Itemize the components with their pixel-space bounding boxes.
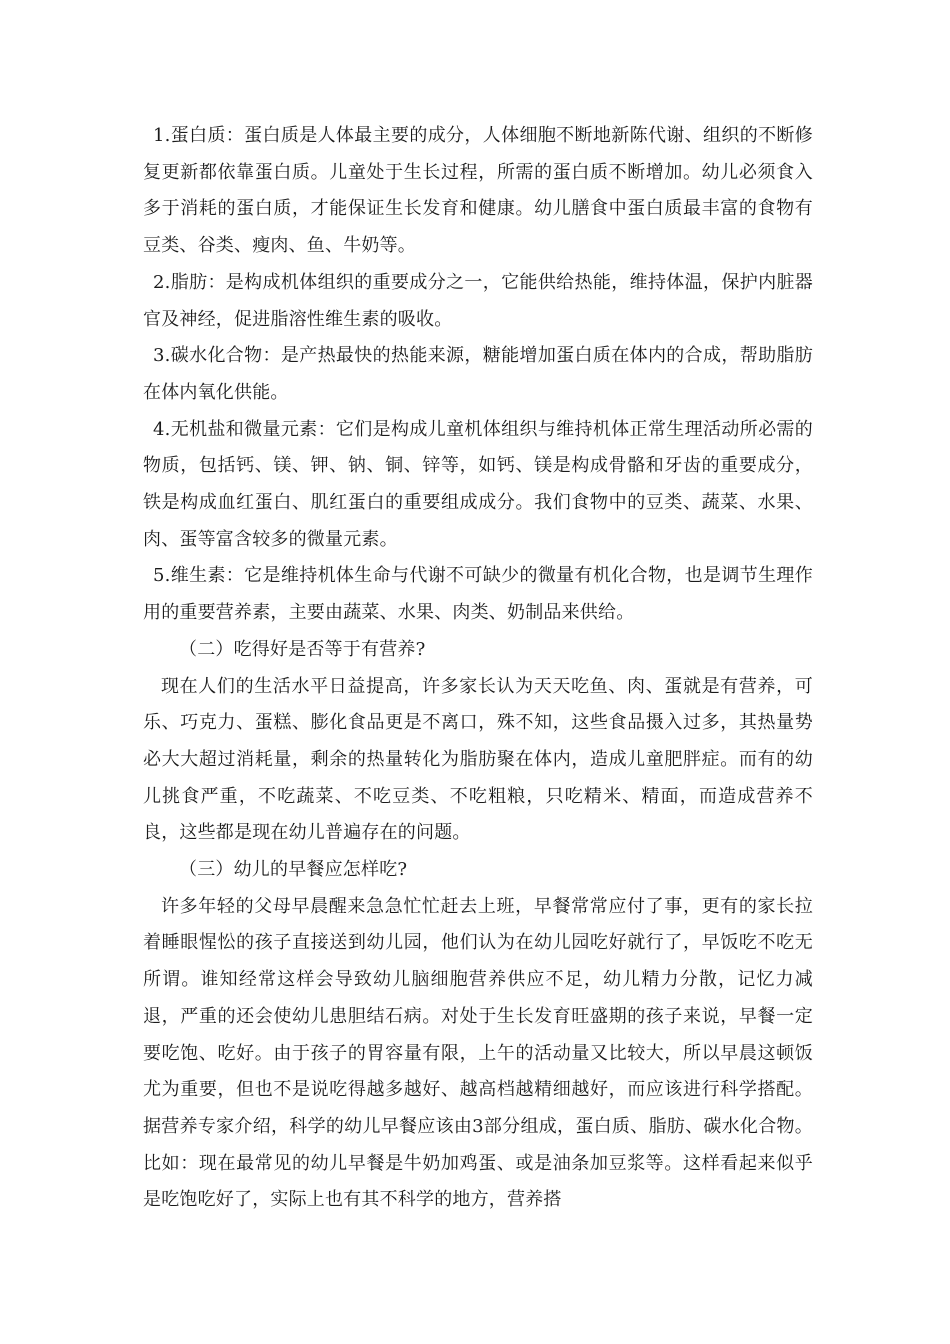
list-item-protein: 1.蛋白质：蛋白质是人体最主要的成分，人体细胞不断地新陈代谢、组织的不断修复更新都依靠蛋白质。儿童处于生长过程，所需的蛋白质不断增加。幼儿必须食入多于消耗的蛋白质，才能保证生长发育和健康。幼儿膳食中蛋白质最丰富的食物有豆类、谷类、瘦肉、鱼、牛奶等。 — [143, 125, 813, 257]
list-item-minerals: 4.无机盐和微量元素：它们是构成儿童机体组织与维持机体正常生理活动所必需的物质，包括钙、镁、钾、钠、铜、锌等，如钙、镁是构成骨骼和牙齿的重要成分，铁是构成血红蛋白、肌红蛋白的重要组成成分。我们食物中的豆类、蔬菜、水果、肉、蛋等富含较多的微量元素。 — [143, 418, 813, 550]
document-body — [143, 118, 813, 1219]
list-item-vitamins: 5.维生素：它是维持机体生命与代谢不可缺少的微量有机化合物，也是调节生理作用的重要营养素，主要由蔬菜、水果、肉类、奶制品来供给。 — [143, 565, 813, 624]
section-heading-nutrition: （二）吃得好是否等于有营养? — [179, 638, 426, 660]
paragraph-breakfast: 许多年轻的父母早晨醒来急急忙忙赶去上班，早餐常常应付了事，更有的家长拉着睡眼惺忪的孩子直接送到幼儿园，他们认为在幼儿园吃好就行了，早饭吃不吃无所谓。谁知经常这样会导致幼儿脑细胞营养供应不足，幼儿精力分散，记忆力减退，严重的还会使幼儿患胆结石病。对处于生长发育旺盛期的孩子来说，早餐一定要吃饱、吃好。由于孩子的胃容量有限，上午的活动量又比较大，所以早晨这顿饭尤为重要，但也不是说吃得越多越好、越高档越精细越好，而应该进行科学搭配。据营养专家介绍，科学的幼儿早餐应该由3部分组成，蛋白质、脂肪、碳水化合物。比如：现在最常见的幼儿早餐是牛奶加鸡蛋、或是油条加豆浆等。这样看起来似乎是吃饱吃好了，实际上也有其不科学的地方，营养搭 — [143, 895, 813, 1211]
list-item-fat: 2.脂肪：是构成机体组织的重要成分之一，它能供给热能，维持体温，保护内脏器官及神经，促进脂溶性维生素的吸收。 — [143, 271, 813, 330]
list-item-carbohydrate: 3.碳水化合物：是产热最快的热能来源，糖能增加蛋白质在体内的合成，帮助脂肪在体内氧化供能。 — [143, 345, 813, 403]
paragraph-nutrition: 现在人们的生活水平日益提高，许多家长认为天天吃鱼、肉、蛋就是有营养，可乐、巧克力、蛋糕、膨化食品更是不离口，殊不知，这些食品摄入过多，其热量势必大大超过消耗量，剩余的热量转化为脂肪聚在体内，造成儿童肥胖症。而有的幼儿挑食严重，不吃蔬菜、不吃豆类、不吃粗粮，只吃精米、精面，而造成营养不良，这些都是现在幼儿普遍存在的问题。 — [143, 675, 813, 844]
section-heading-breakfast: （三）幼儿的早餐应怎样吃? — [179, 859, 408, 881]
